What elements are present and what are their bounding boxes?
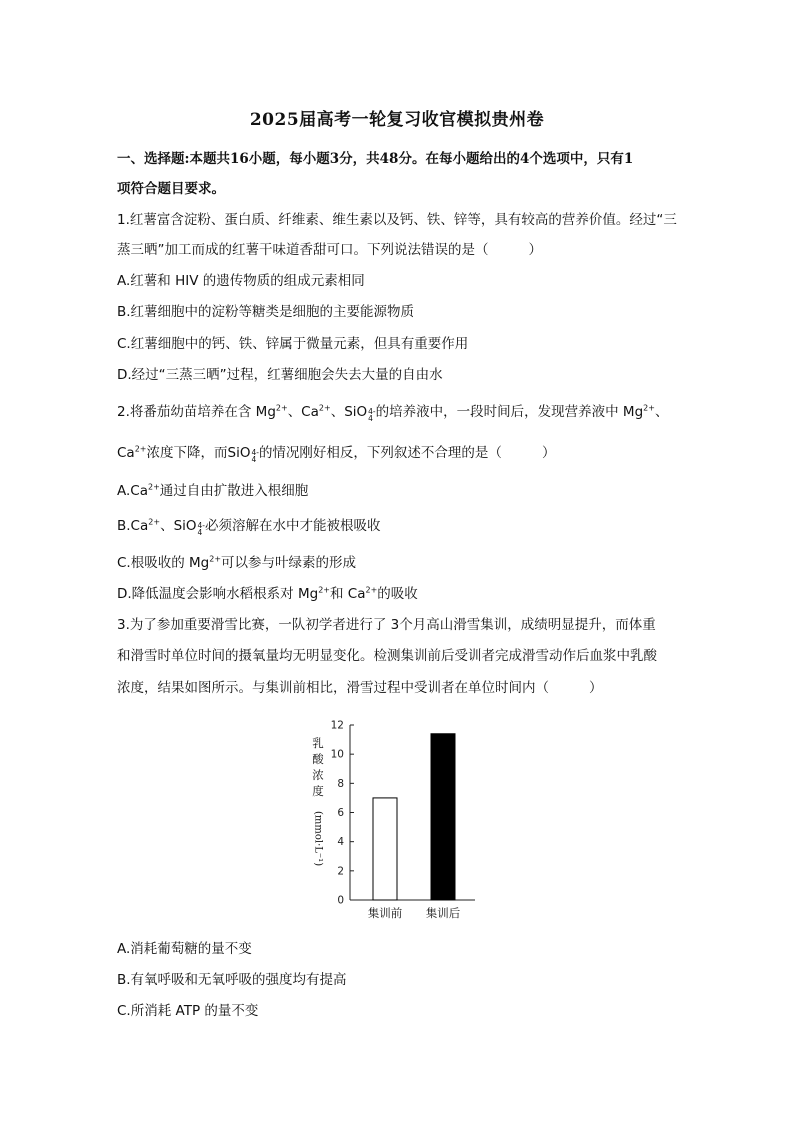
q3-stem-line2: 和滑雪时单位时间的摄氧量均无明显变化。检测集训前后受训者完成滑雪动作后血浆中乳酸 xyxy=(117,648,657,664)
q3-option-c: C.所消耗 ATP 的量不变 xyxy=(117,1003,259,1019)
q1-paren-close: ） xyxy=(528,242,542,258)
y-tick-label: 2 xyxy=(337,865,344,878)
q3-option-b: B.有氧呼吸和无氧呼吸的强度均有提高 xyxy=(117,972,347,988)
y-tick-label: 0 xyxy=(337,894,344,907)
q2-option-a: $A.Ca^{2+}$通过自由扩散进入根细胞 xyxy=(117,482,309,499)
q1-stem-line1: 1.红薯富含淀粉、蛋白质、纤维素、维生素以及钙、铁、锌等，具有较高的营养价值。经过“三 xyxy=(117,212,677,228)
y-tick-label: 12 xyxy=(330,719,344,732)
q2-option-c: C.根吸收的 $Mg^{2+}$可以参与叶绿素的形成 xyxy=(117,554,357,571)
y-axis-label-char: 酸 xyxy=(312,752,324,766)
q1-stem-text: 蒸三晒”加工而成的红薯干味道香甜可口。下列说法错误的是（ xyxy=(117,242,489,258)
q3-stem-line1: 3.为了参加重要滑雪比赛，一队初学者进行了 3个月高山滑雪集训，成绩明显提升，而体重 xyxy=(117,617,656,633)
section-heading-line2: 项符合题目要求。 xyxy=(117,181,225,197)
x-category-label: 集训后 xyxy=(425,906,461,920)
q1-option-d: D.经过“三蒸三晒”过程，红薯细胞会失去大量的自由水 xyxy=(117,367,443,383)
silicate-ion: SiO 4- 4 xyxy=(344,404,376,423)
q2-option-d: D.降低温度会影响水稻根系对 $Mg^{2+}$和 $Ca^{2+}$的吸收 xyxy=(117,585,418,602)
q1-option-c: C.红薯细胞中的钙、铁、锌属于微量元素，但具有重要作用 xyxy=(117,336,469,352)
silicate-ion: SiO 4- 4 xyxy=(227,445,259,464)
q1-option-b: B.红薯细胞中的淀粉等糖类是细胞的主要能源物质 xyxy=(117,304,415,320)
q1-stem-line2 xyxy=(117,238,542,258)
y-tick-label: 10 xyxy=(330,748,344,761)
q2-option-b: $B.Ca^{2+}$、 SiO 4- 4 必须溶解在水中才能被根吸收 xyxy=(117,517,381,537)
q3-option-a: A.消耗葡萄糖的量不变 xyxy=(117,941,252,957)
section-heading-line1: 一、选择题:本题共16小题，每小题3分，共48分。在每小题给出的4个选项中，只有1 xyxy=(117,151,634,167)
q2-stem-line1: 2.将番茄幼苗培养在含 $Mg^{2+}$、$Ca^{2+}$、 SiO 4- 4 的培养液中，一段时间后，发现营养液中 $Mg^{2+}$、 xyxy=(117,403,669,423)
y-axis-label-unit: (mmol·L⁻¹) xyxy=(312,811,324,867)
y-axis-label-char: 乳 xyxy=(312,736,324,750)
x-category-label: 集训前 xyxy=(367,906,403,920)
bar-2 xyxy=(431,734,455,900)
y-axis-label-char: 浓 xyxy=(312,768,324,782)
q1-option-a: A.红薯和 HIV 的遗传物质的组成元素相同 xyxy=(117,273,365,289)
q2-stem-line2: $Ca^{2+}$浓度下降，而 SiO 4- 4 的情况刚好相反，下列叙述不合理的是（ ） xyxy=(117,444,556,464)
q3-stem-line3: 浓度，结果如图所示。与集训前相比，滑雪过程中受训者在单位时间内（ ） xyxy=(117,680,603,696)
y-tick-label: 6 xyxy=(337,807,344,819)
y-axis-label-char: 度 xyxy=(312,784,324,798)
y-tick-label: 8 xyxy=(337,777,344,790)
lactate-bar-chart xyxy=(300,715,500,925)
bar-1 xyxy=(373,798,397,900)
page-title: 2025届高考一轮复习收官模拟贵州卷 xyxy=(249,110,545,130)
silicate-ion: SiO 4- 4 xyxy=(173,518,205,537)
y-tick-label: 4 xyxy=(337,836,344,849)
